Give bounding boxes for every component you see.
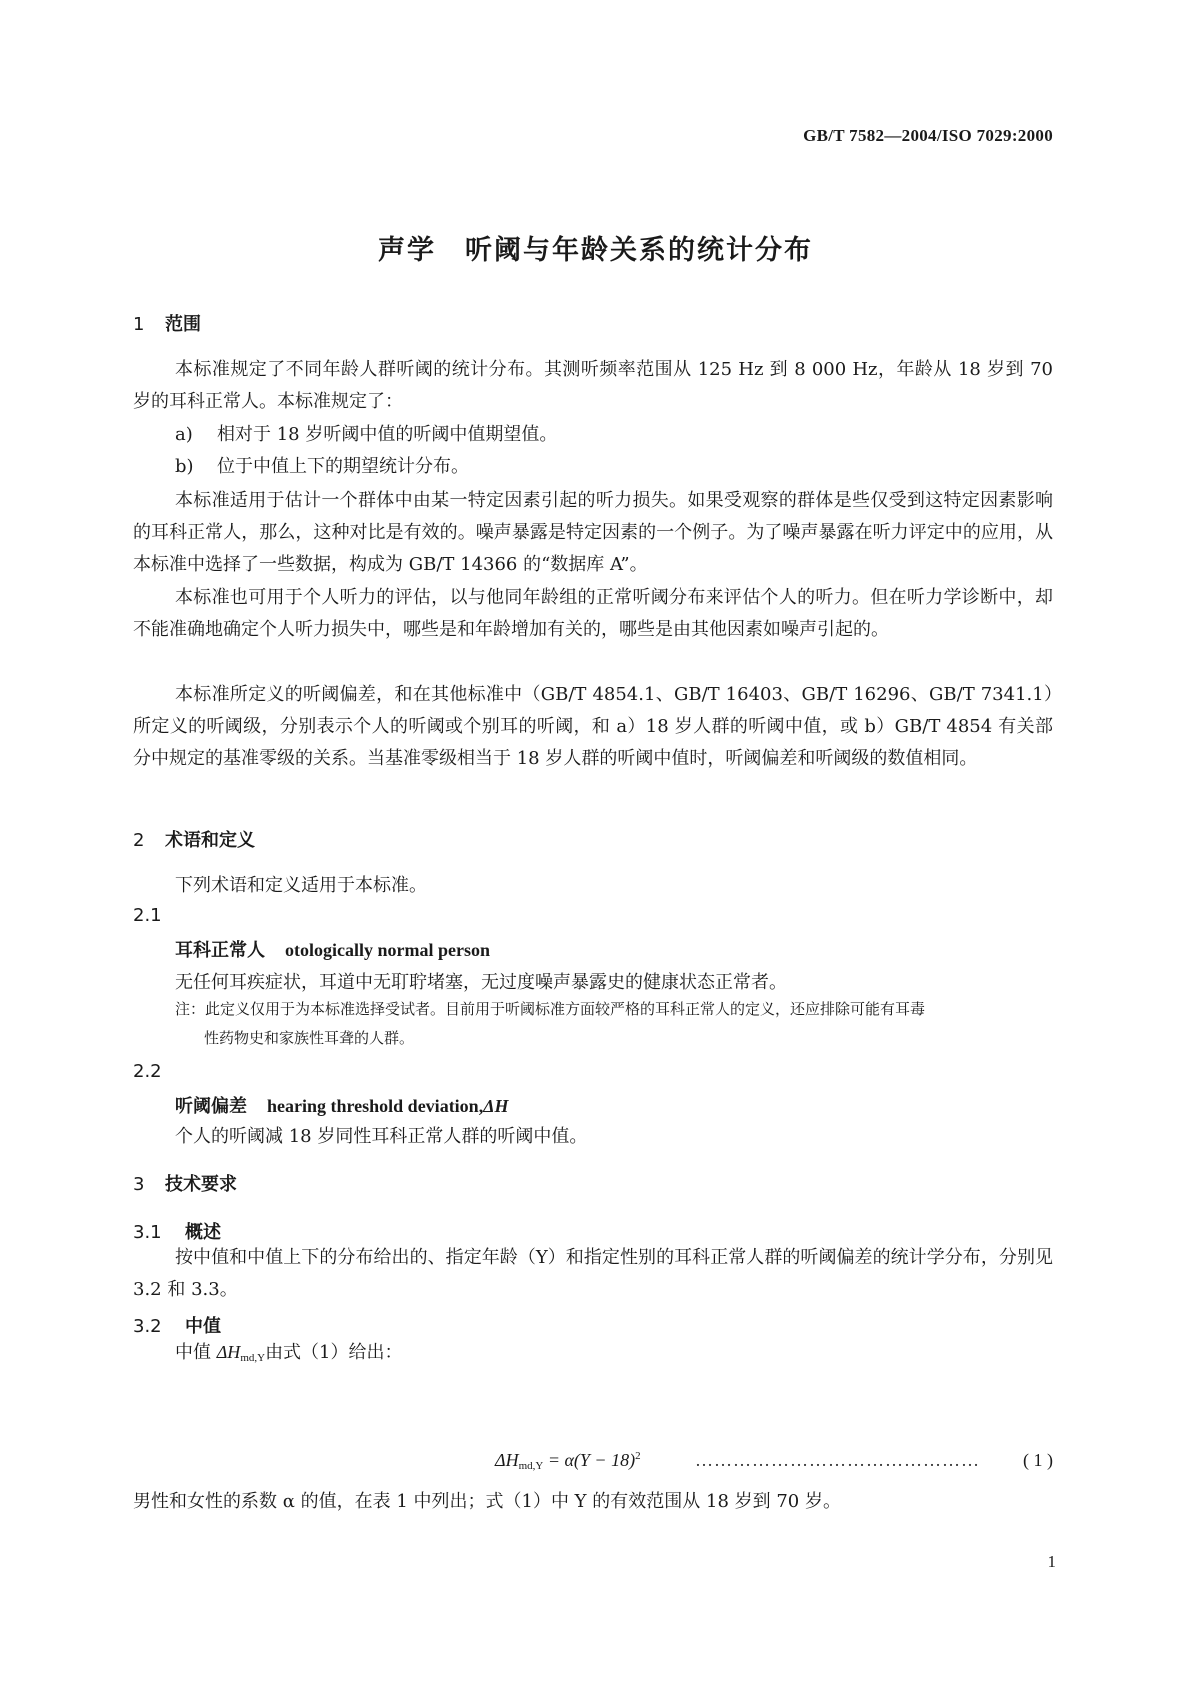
term-symbol: ΔH [483,1096,509,1116]
subsection-number: 3.2 [133,1316,162,1337]
formula-rhs: = α(Y − 18) [543,1450,636,1470]
subsection-2-1-number: 2.1 [133,905,162,926]
section-1-paragraph-4: 本标准所定义的听阈偏差，和在其他标准中（GB/T 4854.1、GB/T 16403、GB/T 16296、GB/T 7341.1）所定义的听阈级，分别表示个人的听阈或个别耳的听阈，和 a）18 岁人群的听阈中值，或 b）GB/T 4854 有关部分中规定的基准零级的关系。当基准零级相当于 18 岁人群的听阈中值时，听阈偏差和听阈级的数值相同。 [133,684,1053,769]
note-line-1: 注：此定义仅用于为本标准选择受试者。目前用于听阈标准方面较严格的耳科正常人的定义，还应排除可能有耳毒 [175,1000,926,1018]
section-title: 技术要求 [165,1174,237,1195]
list-text: 位于中值上下的期望统计分布。 [217,456,469,477]
term-chinese: 耳科正常人 [175,940,265,961]
subsection-3-1-text: 按中值和中值上下的分布给出的、指定年龄（Y）和指定性别的耳科正常人群的听阈偏差的统计学分布，分别见 3.2 和 3.3。 [133,1247,1053,1300]
formula-exponent: 2 [635,1450,641,1462]
section-1-paragraph-3: 本标准也可用于个人听力的评估，以与他同年龄组的正常听阈分布来评估个人的听力。但在听力学诊断中，却不能准确地确定个人听力损失中，哪些是和年龄增加有关的，哪些是由其他因素如噪声引起的。 [133,587,1053,640]
term-otologically-normal-person [175,936,490,962]
subsection-title: 概述 [185,1222,221,1243]
list-label: a) [175,424,193,445]
definition-2-2: 个人的听阈减 18 岁同性耳科正常人群的听阈中值。 [175,1126,588,1147]
formula-lhs: ΔH [495,1450,519,1470]
subsection-3-1-heading [133,1218,221,1244]
standard-code: GB/T 7582—2004/ISO 7029:2000 [803,126,1053,145]
section-number: 3 [133,1174,145,1195]
list-item-a [175,420,557,446]
after-formula-text: 男性和女性的系数 α 的值，在表 1 中列出；式（1）中 Y 的有效范围从 18 岁到 70 岁。 [133,1491,841,1512]
term-chinese: 听阈偏差 [175,1096,247,1117]
list-label: b) [175,456,194,477]
page-number: 1 [1047,1552,1056,1571]
definition-2-1: 无任何耳疾症状，耳道中无耵聍堵塞，无过度噪声暴露史的健康状态正常者。 [175,972,787,993]
section-title: 范围 [165,314,201,335]
section-number: 2 [133,830,145,851]
section-1-paragraph-1: 本标准规定了不同年龄人群听阈的统计分布。其测听频率范围从 125 Hz 到 8 000 Hz，年龄从 18 岁到 70 岁的耳科正常人。本标准规定了： [133,359,1053,412]
median-intro-suffix: 由式（1）给出： [265,1342,403,1363]
list-text: 相对于 18 岁听阈中值的听阈中值期望值。 [217,424,558,445]
note-2-1 [175,995,1055,1053]
section-1-heading [133,310,201,336]
section-1-paragraph-2: 本标准适用于估计一个群体中由某一特定因素引起的听力损失。如果受观察的群体是些仅受到这特定因素影响的耳科正常人，那么，这种对比是有效的。噪声暴露是特定因素的一个例子。为了噪声暴露在听力评定中的应用，从本标准中选择了一些数据，构成为 GB/T 14366 的“数据库 A”。 [133,490,1053,575]
term-english: otologically normal person [285,940,490,960]
section-3-heading [133,1170,237,1196]
subsection-3-2-heading [133,1312,221,1338]
section-2-heading [133,826,255,852]
subsection-2-2-number: 2.2 [133,1061,162,1082]
note-line-2: 性药物史和家族性耳聋的人群。 [204,1029,415,1047]
median-subscript: md,Y [240,1352,266,1364]
document-title: 声学 听阈与年龄关系的统计分布 [378,235,813,266]
median-symbol: ΔH [216,1342,241,1362]
section-2-intro: 下列术语和定义适用于本标准。 [175,875,427,896]
subsection-number: 3.1 [133,1222,162,1243]
list-item-b [175,452,469,478]
term-hearing-threshold-deviation [175,1092,509,1118]
section-number: 1 [133,314,145,335]
term-english: hearing threshold deviation, [267,1096,484,1116]
formula-number: ( 1 ) [1023,1450,1053,1470]
subsection-title: 中值 [185,1316,221,1337]
median-intro [133,1336,1053,1374]
formula-lhs-subscript: md,Y [518,1460,544,1472]
formula-leader-dots: ……………………………………… [695,1450,980,1470]
section-title: 术语和定义 [165,830,255,851]
median-intro-text: 中值 [175,1342,217,1363]
formula-1 [495,1450,1053,1472]
